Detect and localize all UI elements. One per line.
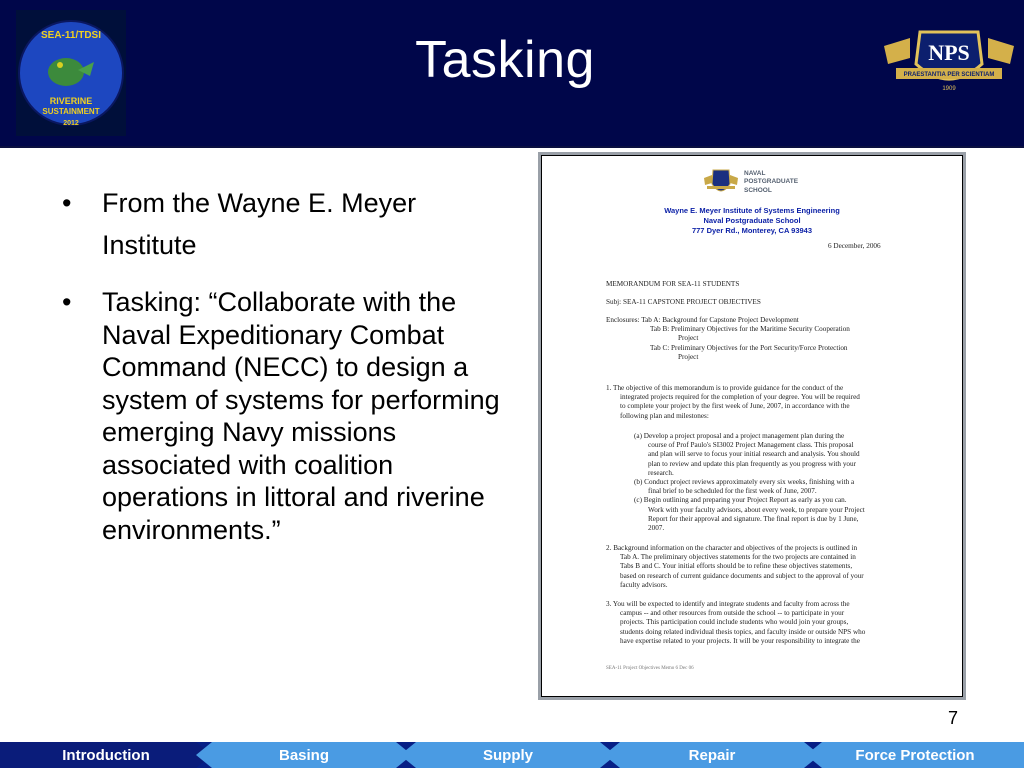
bullet-text: From the Wayne E. Meyer Institute [102, 188, 417, 260]
memo-footer: SEA-11 Project Objectives Memo 6 Dec 06 [606, 666, 694, 671]
logo-year: 2012 [63, 120, 79, 127]
memo-paragraph-2: 2. Background information on the character and objectives of the projects is outlined in Tab A. The preliminary objectives statements for the two projects are contained in Tabs B and C. Your initial efforts should be to refine these objectives statements, based on research of current guidance documents and subject to the approval of your faculty advisors. [606, 544, 864, 589]
header-divider [0, 146, 1024, 148]
memo-enclosures: Enclosures: Tab A: Background for Capstone Project Development Tab B: Preliminary Objectives for the Maritime Security Cooperation Project Tab C: Preliminary Objectives for the Port Security/Force Protection Project [606, 316, 850, 361]
bullet-dot-icon: • [62, 287, 72, 317]
bullet-text: Tasking: “Collaborate with the Naval Expeditionary Combat Command (NECC) to design a system of systems for performing emerging Navy missions associated with coalition operations in littoral and riverine environments.” [102, 287, 500, 545]
nps-logo [880, 24, 1018, 104]
nav-tab-label: Basing [278, 746, 329, 764]
nav-tab-supply[interactable] [400, 742, 616, 768]
nav-tab-label: Repair [688, 746, 736, 764]
nav-tab-introduction[interactable] [0, 742, 212, 768]
logo-founded-year: 1909 [942, 86, 956, 92]
memo-letterhead: Wayne E. Meyer Institute of Systems Engineering Naval Postgraduate School 777 Dyer Rd., Monterey, CA 93943 [664, 206, 840, 235]
nav-tab-label: Force Protection [855, 746, 975, 764]
logo-line3: SUSTAINMENT [42, 107, 100, 116]
slide-title: Tasking [415, 31, 595, 89]
memo-page [541, 155, 963, 697]
nav-tab-basing[interactable] [196, 742, 412, 768]
nav-tab-label: Supply [482, 746, 533, 764]
memo-paragraph-1: 1. The objective of this memorandum is to provide guidance for the conduct of the integrated projects required for the completion of your degree. You will be required to complete your project by the first week of June, 2007, in accordance with the following plan and milestones: [606, 384, 860, 420]
memo-for: MEMORANDUM FOR SEA-11 STUDENTS [606, 280, 740, 288]
memo-date: 6 December, 2006 [828, 242, 881, 250]
logo-line2: RIVERINE [49, 96, 93, 106]
bullet-dot-icon: • [62, 188, 72, 218]
nav-tab-label: Introduction [62, 746, 150, 764]
logo-nps-text: NPS [928, 40, 970, 65]
memo-subject: Subj: SEA-11 CAPSTONE PROJECT OBJECTIVES [606, 298, 761, 306]
logo-motto: PRAESTANTIA PER SCIENTIAM [903, 72, 995, 78]
memo-paragraph-1-items: (a) Develop a project proposal and a project management plan during the course of Prof Paulo's SI3002 Project Management class. This proposal and plan will serve to focus your initial research and analysis. You should plan to review and update this plan frequently as you progress with your research. (b) Conduct project reviews approximately every six weeks, finishing with a final brief to be scheduled for the first week of June, 2007. (c) Begin outlining and preparing your Project Report as early as you can. Work with your faculty advisors, about every week, to prepare your Project Report for their approval and signature. The final report is due by 1 June, 2007. [634, 432, 865, 533]
memo-school-name: NAVAL POSTGRADUATE SCHOOL [744, 170, 799, 194]
logo-title: SEA-11/TDSI [40, 30, 102, 41]
memo-paragraph-3: 3. You will be expected to identify and integrate students and faculty from across the campus -- and other resources from outside the school -- to participate in your projects. This participation could include students who would join your groups, students doing related individual thesis topics, and faculty inside or outside NPS who have expertise related to your projects. It will be your responsibility to integrate the [606, 600, 866, 645]
bullet-item [60, 286, 505, 546]
memo-document-image [538, 152, 966, 700]
section-nav-bar [0, 742, 1024, 768]
memo-nps-seal-icon [702, 168, 740, 200]
bullet-item [60, 182, 505, 266]
nav-tab-repair[interactable] [604, 742, 820, 768]
bullet-list [60, 182, 505, 566]
slide-page-number: 7 [948, 708, 959, 728]
sea11-logo [16, 10, 126, 136]
nav-tab-force-protection[interactable] [806, 742, 1024, 768]
